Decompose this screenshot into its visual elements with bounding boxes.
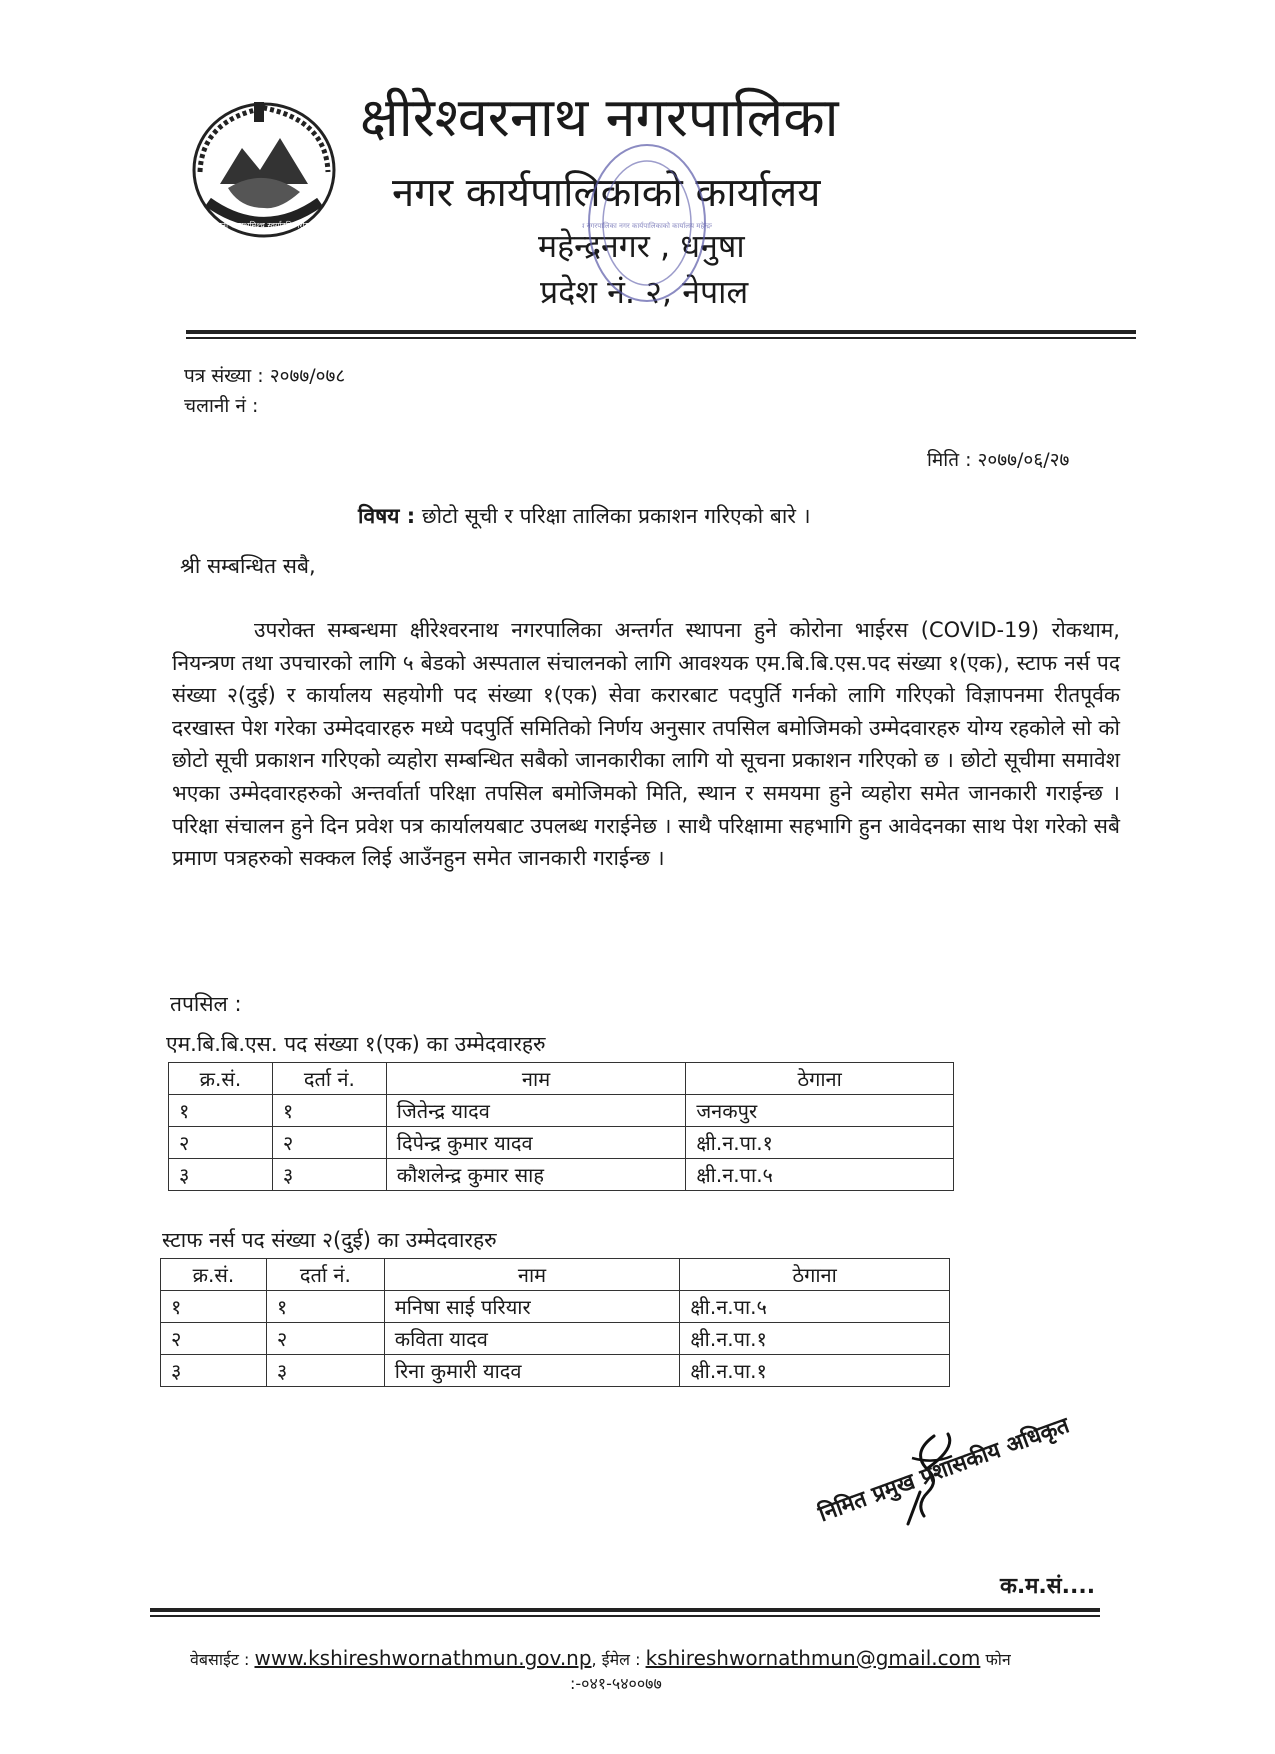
header-name: नाम xyxy=(386,1063,686,1095)
cell-sn: ३ xyxy=(161,1355,267,1387)
footer-contact xyxy=(190,1646,1011,1670)
header-divider-thin xyxy=(186,337,1136,339)
cell-address: जनकपुर xyxy=(686,1095,954,1127)
email-link[interactable]: kshireshwornathmun@gmail.com xyxy=(645,1646,981,1670)
table-row xyxy=(161,1291,950,1323)
letter-body: उपरोक्त सम्बन्धमा क्षीरेश्वरनाथ नगरपालिका अन्तर्गत स्थापना हुने कोरोना भाईरस (COVID-19) रोकथाम, नियन्त्रण तथा उपचारको लागि ५ बेडको अस्पताल संचालनको लागि आवश्यक एम.बि.बि.एस.पद संख्या १(एक), स्टाफ नर्स पद संख्या २(दुई) र कार्यालय सहयोगी पद संख्या १(एक) सेवा करारबाट पदपुर्ति गर्नको लागि गरिएको विज्ञापनमा रीतपूर्वक दरखास्त पेश गरेका उम्मेदवारहरु मध्ये पदपुर्ति समितिको निर्णय अनुसार तपसिल बमोजिमको उम्मेदवारहरु योग्य रहकोले सो को छोटो सूची प्रकाशन गरिएको व्यहोरा सम्बन्धित सबैको जानकारीका लागि यो सूचना प्रकाशन गरिएको छ । छोटो सूचीमा समावेश भएका उम्मेदवारहरुको अन्तर्वार्ता परिक्षा तपसिल बमोजिमको मिति, स्थान र समयमा हुने व्यहोरा समेत जानकारी गराईन्छ । परिक्षा संचालन हुने दिन प्रवेश पत्र कार्यालयबाट उपलब्ध गराईनेछ । साथै परिक्षामा सहभागि हुन आवेदनका साथ पेश गरेको सबै प्रमाण पत्रहरुको सक्कल लिई आउँनहुन समेत जानकारी गराईन्छ । xyxy=(172,618,1120,871)
table-header-row xyxy=(169,1063,954,1095)
cell-address: क्षी.न.पा.१ xyxy=(686,1127,954,1159)
website-link[interactable]: www.kshireshwornathmun.gov.np xyxy=(254,1646,592,1670)
phone-label: फोन xyxy=(985,1650,1011,1669)
serial-no: क.म.सं.... xyxy=(1000,1574,1096,1599)
table-row xyxy=(161,1355,950,1387)
nurse-table-title: स्टाफ नर्स पद संख्या २(दुई) का उम्मेदवारहरु xyxy=(162,1228,497,1252)
cell-reg-no: १ xyxy=(266,1291,384,1323)
letter-dispatch-no: चलानी नं : xyxy=(184,395,259,417)
cell-sn: १ xyxy=(169,1095,273,1127)
cell-sn: २ xyxy=(169,1127,273,1159)
office-title: नगर कार्यपालिकाको कार्यालय xyxy=(392,170,821,216)
stamp-text: थ नगरपालिका नगर कार्यपालिकाको कार्यालय महेन्द्र xyxy=(582,222,711,230)
mbbs-table-title: एम.बि.बि.एस. पद संख्या १(एक) का उम्मेदवारहरु xyxy=(166,1032,546,1056)
signature-stamp: निमित प्रमुख प्रशासकीय अधिकृत xyxy=(815,1413,1073,1528)
cell-sn: २ xyxy=(161,1323,267,1355)
cell-reg-no: ३ xyxy=(272,1159,386,1191)
email-label: , ईमेल : xyxy=(591,1650,641,1669)
cell-sn: ३ xyxy=(169,1159,273,1191)
table-row xyxy=(169,1095,954,1127)
cell-name: कविता यादव xyxy=(384,1323,680,1355)
cell-name: मनिषा साई परियार xyxy=(384,1291,680,1323)
header-address: ठेगाना xyxy=(680,1259,950,1291)
nepal-emblem-icon xyxy=(180,92,348,252)
header-reg-no: दर्ता नं. xyxy=(266,1259,384,1291)
header-divider xyxy=(186,330,1136,334)
office-stamp xyxy=(582,138,712,308)
header-address: ठेगाना xyxy=(686,1063,954,1095)
cell-reg-no: २ xyxy=(266,1323,384,1355)
cell-reg-no: ३ xyxy=(266,1355,384,1387)
letter-ref-no: पत्र संख्या : २०७७/०७८ xyxy=(184,365,346,387)
header-sn: क्र.सं. xyxy=(169,1063,273,1095)
emblem-motto: जननी जन्मभूमिश्च स्वर्गादपि गरीयसी xyxy=(211,221,317,230)
table-row xyxy=(161,1323,950,1355)
table-row xyxy=(169,1127,954,1159)
cell-address: क्षी.न.पा.१ xyxy=(680,1323,950,1355)
header-reg-no: दर्ता नं. xyxy=(272,1063,386,1095)
mbbs-candidates-table xyxy=(168,1062,954,1191)
header-name: नाम xyxy=(384,1259,680,1291)
website-label: वेबसाईट : xyxy=(190,1650,250,1669)
footer-phone: :-०४१-५४००७७ xyxy=(570,1674,662,1693)
cell-reg-no: २ xyxy=(272,1127,386,1159)
cell-name: जितेन्द्र यादव xyxy=(386,1095,686,1127)
footer-divider xyxy=(150,1608,1100,1612)
municipality-title: क्षीरेश्वरनाथ नगरपालिका xyxy=(360,86,839,149)
cell-sn: १ xyxy=(161,1291,267,1323)
office-province: प्रदेश नं. २, नेपाल xyxy=(540,273,749,311)
subject-label: विषय : xyxy=(358,504,416,528)
header-sn: क्र.सं. xyxy=(161,1259,267,1291)
subject-text: छोटो सूची र परिक्षा तालिका प्रकाशन गरिएको बारे । xyxy=(421,504,811,528)
footer-divider-thin xyxy=(150,1615,1100,1617)
tapasil-label: तपसिल : xyxy=(170,992,242,1016)
salutation: श्री सम्बन्धित सबै, xyxy=(180,554,316,578)
cell-address: क्षी.न.पा.५ xyxy=(686,1159,954,1191)
letter-subject-line xyxy=(358,502,811,530)
cell-name: कौशलेन्द्र कुमार साह xyxy=(386,1159,686,1191)
cell-name: रिना कुमारी यादव xyxy=(384,1355,680,1387)
letter-date: मिति : २०७७/०६/२७ xyxy=(927,449,1070,471)
table-row xyxy=(169,1159,954,1191)
cell-reg-no: १ xyxy=(272,1095,386,1127)
cell-name: दिपेन्द्र कुमार यादव xyxy=(386,1127,686,1159)
office-location: महेन्द्रनगर , धनुषा xyxy=(538,227,745,265)
table-header-row xyxy=(161,1259,950,1291)
cell-address: क्षी.न.पा.५ xyxy=(680,1291,950,1323)
cell-address: क्षी.न.पा.१ xyxy=(680,1355,950,1387)
nurse-candidates-table xyxy=(160,1258,950,1387)
